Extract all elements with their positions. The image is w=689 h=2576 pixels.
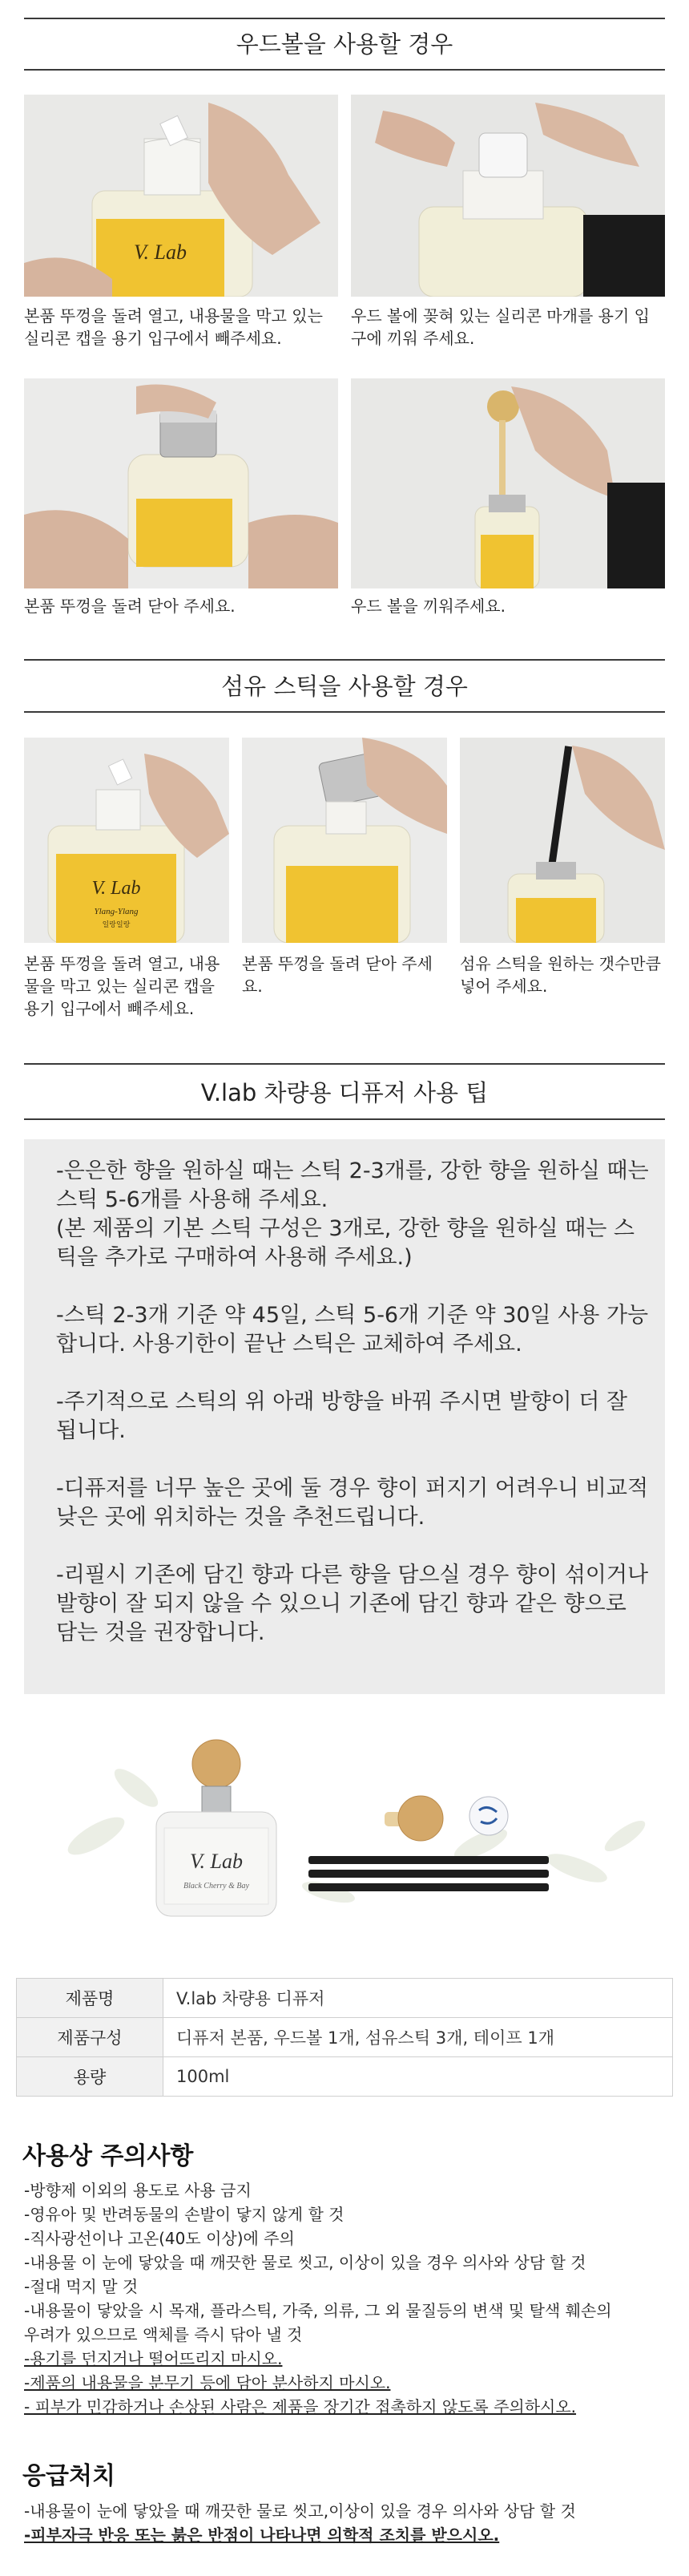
- bottle-brand: V. Lab: [134, 241, 187, 264]
- section-title-woodball: 우드볼을 사용할 경우: [236, 30, 453, 58]
- divider: [24, 1118, 665, 1120]
- tip-item: (본 제품의 기본 스틱 구성은 3개로, 강한 향을 원하실 때는 스틱을 추가로 구매하여 사용해 주세요.): [56, 1216, 635, 1270]
- table-row: [17, 1979, 673, 2018]
- spec-value: V.lab 차량용 디퓨저: [163, 1979, 673, 2018]
- divider: [24, 1063, 665, 1065]
- step-photo-close-cap: [242, 738, 447, 943]
- step-caption: 우드 볼에 꽂혀 있는 실리콘 마개를 용기 입구에 끼워 주세요.: [351, 306, 650, 348]
- step-photo-woodball: [351, 378, 665, 588]
- tip-item: -스틱 2-3개 기준 약 45일, 스틱 5-6개 기준 약 30일 사용 가능합니다. 사용기한이 끝난 스틱은 교체하여 주세요.: [56, 1303, 649, 1357]
- step-caption: 본품 뚜껑을 돌려 닫아 주세요.: [24, 596, 236, 616]
- product-brand: V. Lab: [190, 1850, 243, 1873]
- caution-item: -제품의 내용물을 분무기 등에 담아 분사하지 마시오.: [24, 2373, 391, 2392]
- firstaid-item: -내용물이 눈에 닿았을 때 깨끗한 물로 씻고,이상이 있을 경우 의사와 상담 할 것: [24, 2501, 576, 2521]
- step-photo-open-cap: [24, 95, 338, 297]
- section-title-stick: 섬유 스틱을 사용할 경우: [221, 673, 468, 700]
- spec-label: 제품명: [17, 1979, 163, 2018]
- step-photo-insert-plug: [351, 95, 665, 297]
- spec-label: 용량: [17, 2057, 163, 2097]
- table-row: [17, 2057, 673, 2097]
- caution-item: -영유아 및 반려동물의 손발이 닿지 않게 할 것: [24, 2205, 344, 2224]
- product-image: [0, 1716, 689, 1956]
- caution-item: -용기를 던지거나 떨어뜨리지 마시오.: [24, 2349, 283, 2368]
- table-row: [17, 2018, 673, 2057]
- caution-item: - 피부가 민감하거나 손상된 사람은 제품을 장기간 접촉하지 않도록 주의하시오.: [24, 2397, 577, 2416]
- step-caption: 섬유 스틱을 원하는 갯수만큼 넣어 주세요.: [460, 954, 661, 996]
- tip-item: -디퓨저를 너무 높은 곳에 둘 경우 향이 퍼지기 어려우니 비교적 낮은 곳에 위치하는 것을 추천드립니다.: [56, 1476, 649, 1530]
- divider: [24, 711, 665, 713]
- step-caption: 본품 뚜껑을 돌려 열고, 내용물을 막고 있는 실리콘 캡을 용기 입구에서 빼주세요.: [24, 954, 220, 1018]
- step-caption: 본품 뚜껑을 돌려 열고, 내용물을 막고 있는 실리콘 캡을 용기 입구에서 빼주세요.: [24, 306, 323, 348]
- spec-value: 100ml: [163, 2057, 673, 2097]
- tip-item: -은은한 향을 원하실 때는 스틱 2-3개를, 강한 향을 원하실 때는 스틱 5-6개를 사용해 주세요.: [56, 1159, 649, 1212]
- divider: [24, 659, 665, 661]
- product-subtitle: Black Cherry & Bay: [183, 1882, 249, 1891]
- section-title-tips: V.lab 차량용 디퓨저 사용 팁: [200, 1079, 489, 1106]
- bottle-subtitle: Ylang-Ylang: [94, 907, 139, 916]
- step-photo-open-cap: [24, 738, 229, 943]
- bottle-subtitle-kr: 일랑일랑: [102, 921, 131, 929]
- step-photo-insert-sticks: [460, 738, 665, 943]
- tip-item: -리필시 기존에 담긴 향과 다른 향을 담으실 경우 향이 섞이거나 발향이 잘 되지 않을 수 있으니 기존에 담긴 향과 같은 향으로 담는 것을 권장합니다.: [56, 1563, 649, 1645]
- step-caption: 본품 뚜껑을 돌려 닫아 주세요.: [242, 954, 433, 996]
- caution-item: -방향제 이외의 용도로 사용 금지: [24, 2181, 252, 2200]
- caution-item: -절대 먹지 말 것: [24, 2277, 139, 2296]
- divider: [24, 18, 665, 19]
- spec-table: [16, 1978, 673, 2097]
- cautions-title: 사용상 주의사항: [22, 2142, 194, 2170]
- spec-value: 디퓨저 본품, 우드볼 1개, 섬유스틱 3개, 테이프 1개: [163, 2018, 673, 2057]
- firstaid-title: 응급처치: [22, 2462, 115, 2490]
- spec-label: 제품구성: [17, 2018, 163, 2057]
- step-photo-close-cap: [24, 378, 338, 588]
- tip-item: -주기적으로 스틱의 위 아래 방향을 바꿔 주시면 발향이 더 잘 됩니다.: [56, 1389, 627, 1443]
- divider: [24, 69, 665, 71]
- caution-item: -내용물 이 눈에 닿았을 때 깨끗한 물로 씻고, 이상이 있을 경우 의사와 상담 할 것: [24, 2253, 586, 2272]
- caution-item: -직사광선이나 고온(40도 이상)에 주의: [24, 2229, 295, 2248]
- caution-item: 우려가 있으므로 액체를 즉시 닦아 낼 것: [24, 2325, 303, 2344]
- caution-item: -내용물이 닿았을 시 목재, 플라스틱, 가죽, 의류, 그 외 물질등의 변색 및 탈색 훼손의: [24, 2301, 612, 2320]
- step-caption: 우드 볼을 끼워주세요.: [351, 596, 506, 616]
- firstaid-item: -피부자극 반응 또는 붉은 반점이 나타나면 의학적 조치를 받으시오.: [24, 2525, 500, 2545]
- bottle-brand: V. Lab: [91, 878, 141, 899]
